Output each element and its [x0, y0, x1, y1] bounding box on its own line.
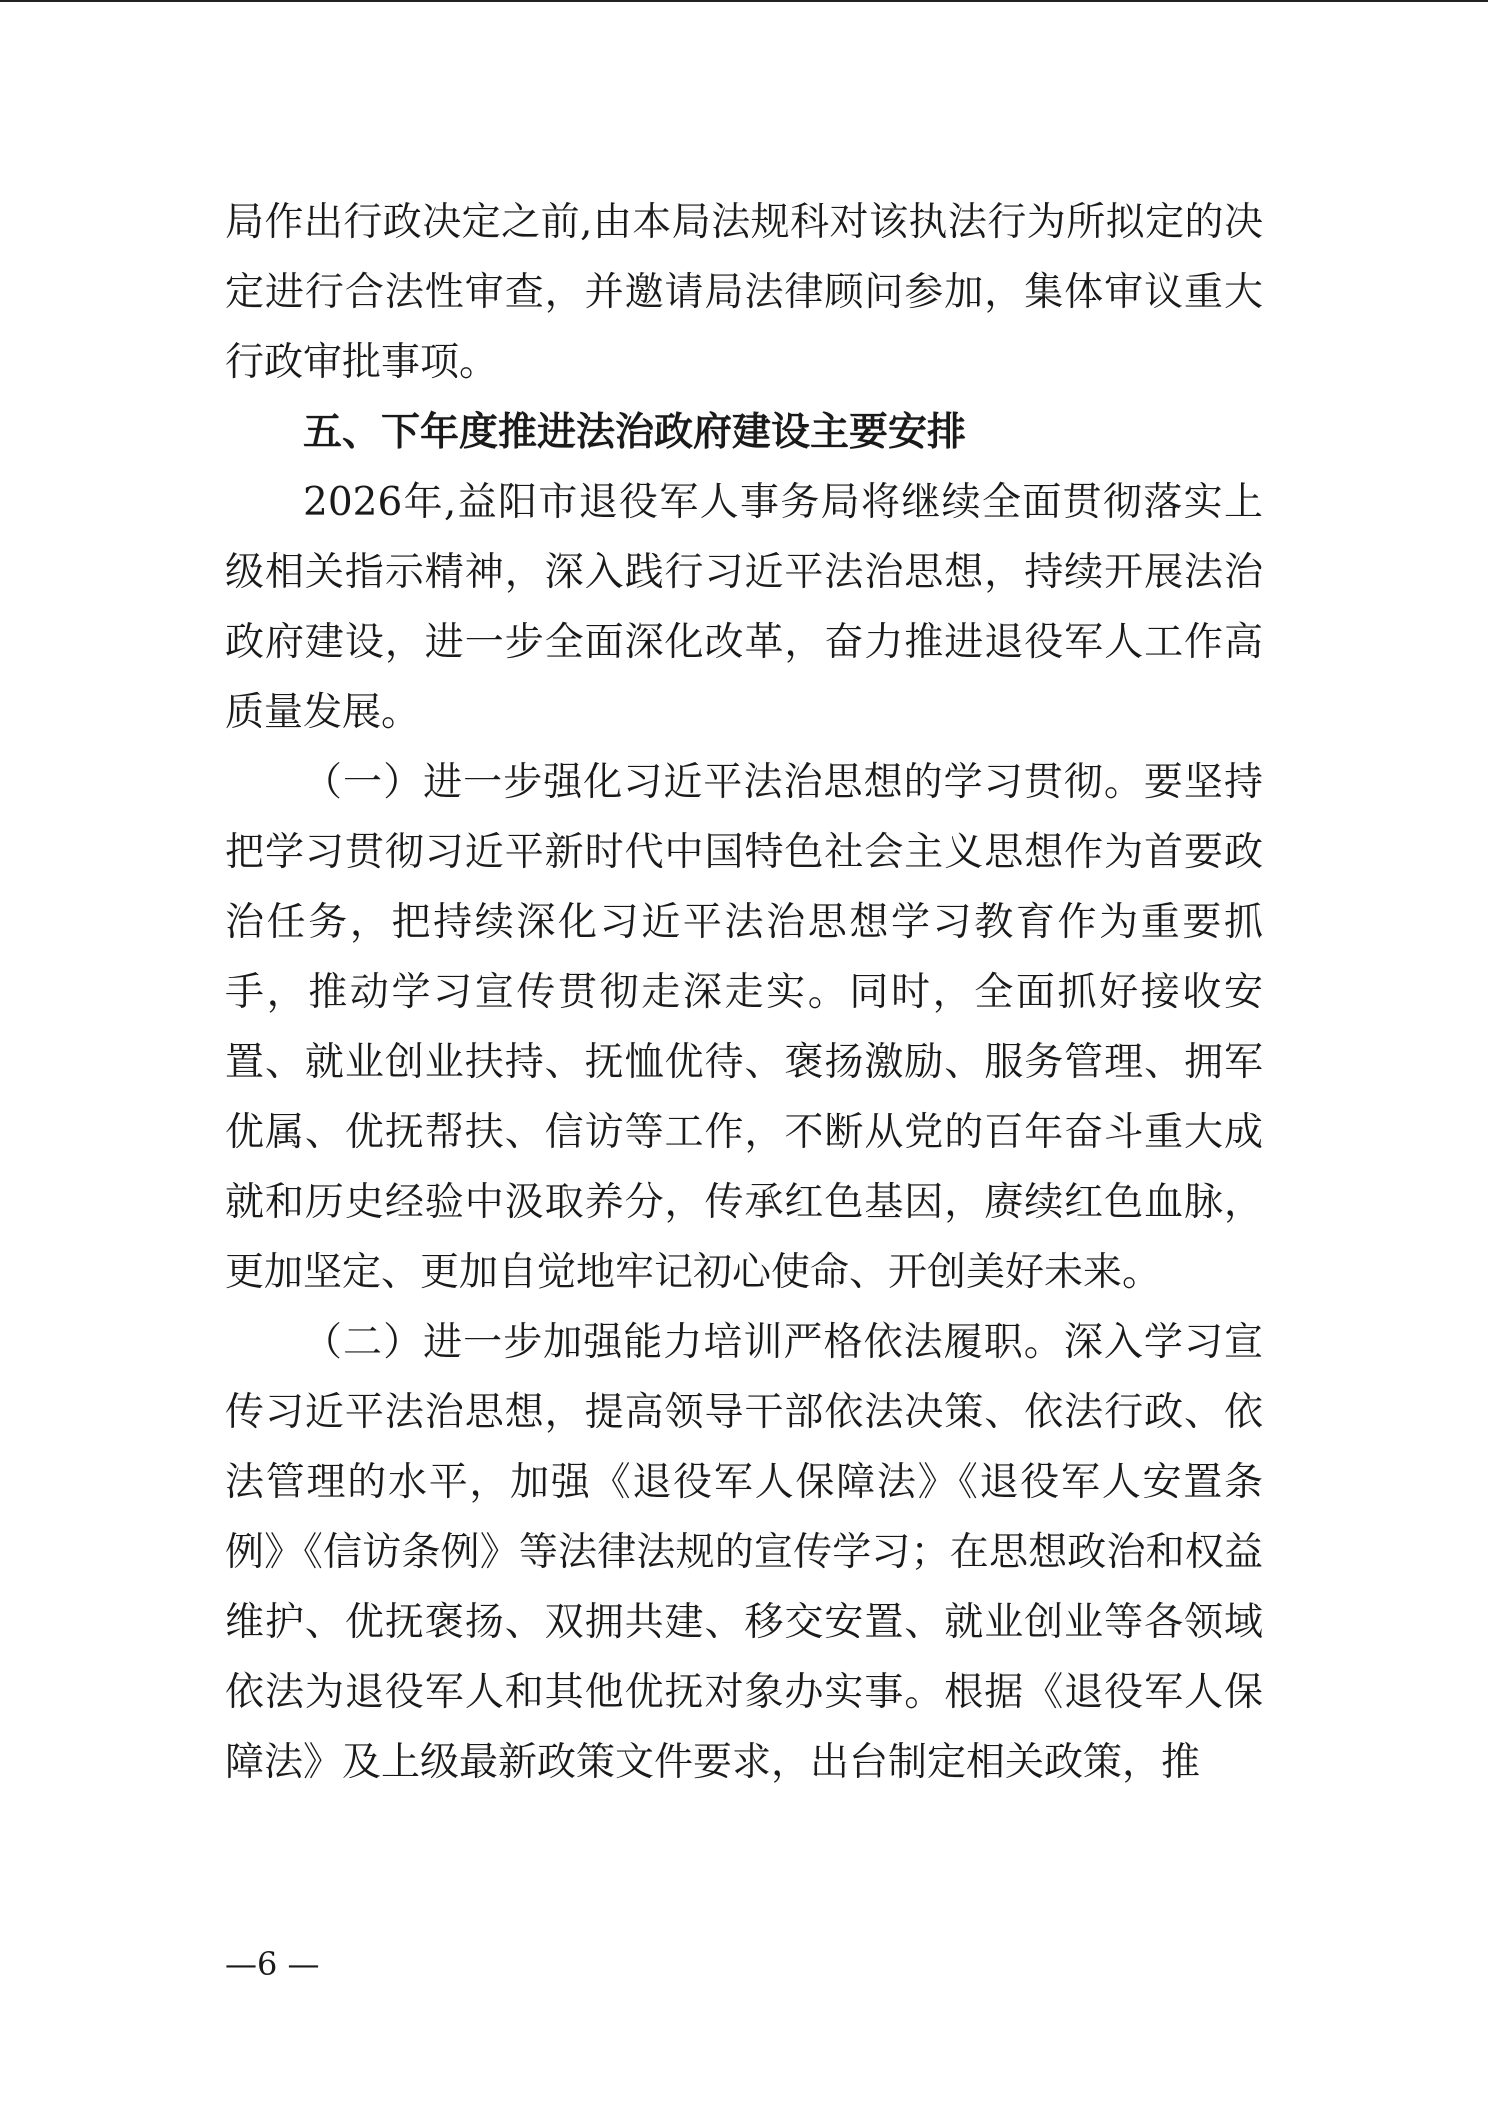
section-heading: 五、下年度推进法治政府建设主要安排 — [303, 410, 967, 455]
body-paragraph: 2026年,益阳市退役军人事务局将继续全面贯彻落实上级相关指示精神，深入践行习近平法治思想，持续开展法治政府建设，进一步全面深化改革，奋力推进退役军人工作高质量发展。 — [225, 480, 1263, 735]
item-paragraph-1 — [225, 748, 1263, 1308]
item-title-1: （一）进一步强化习近平法治思想的学习贯彻。 — [303, 760, 1144, 805]
item-text-2: 深入学习宣传习近平法治思想，提高领导干部依法决策、依法行政、依法管理的水平，加强《退役军人保障法》《退役军人安置条例》《信访条例》等法律法规的宣传学习；在思想政治和权益维护、优抚褒扬、双拥共建、移交安置、就业创业等各领域依法为退役军人和其他优抚对象办实事。根据《退役军人保障法》及上级最新政策文件要求，出台制定相关政策，推 — [225, 1320, 1263, 1785]
item-title-2: （二）进一步加强能力培训严格依法履职。 — [303, 1320, 1064, 1365]
item-text-1: 要坚持把学习贯彻习近平新时代中国特色社会主义思想作为首要政治任务，把持续深化习近平法治思想学习教育作为重要抓手，推动学习宣传贯彻走深走实。同时，全面抓好接收安置、就业创业扶持、抚恤优待、褒扬激励、服务管理、拥军优属、优抚帮扶、信访等工作，不断从党的百年奋斗重大成就和历史经验中汲取养分，传承红色基因，赓续红色血脉，更加坚定、更加自觉地牢记初心使命、开创美好未来。 — [225, 760, 1263, 1295]
continuation-paragraph: 局作出行政决定之前,由本局法规科对该执法行为所拟定的决定进行合法性审查，并邀请局法律顾问参加，集体审议重大行政审批事项。 — [225, 200, 1263, 385]
top-border-line — [0, 0, 1488, 2]
document-body — [225, 188, 1263, 1798]
page-number: —6 — — [225, 1945, 320, 1983]
item-paragraph-2 — [225, 1308, 1263, 1798]
